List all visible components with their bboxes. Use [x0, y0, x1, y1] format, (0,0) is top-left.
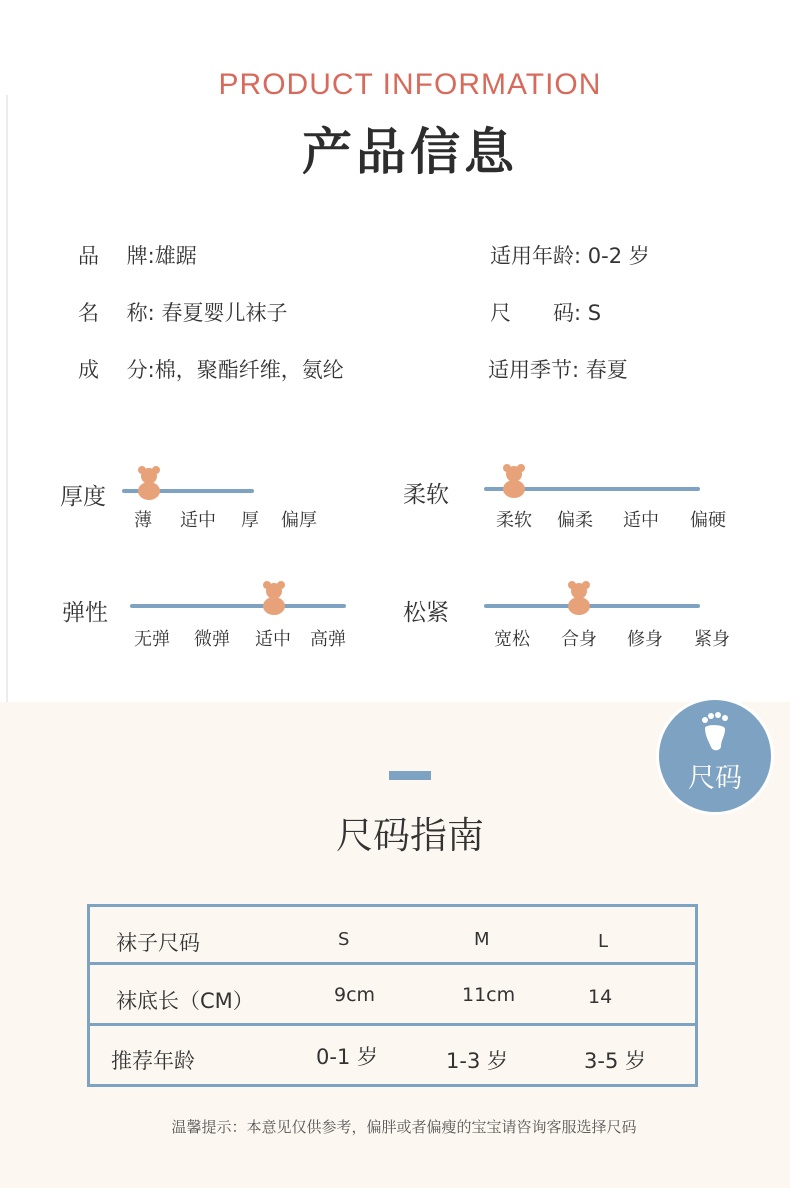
brand-label: 品 牌:	[78, 244, 155, 268]
row-0-cell-2: L	[598, 931, 609, 952]
thickness-bear-marker-icon	[134, 464, 164, 500]
tightness-tick-0: 宽松	[494, 629, 530, 650]
elasticity-title: 弹性	[62, 600, 108, 626]
elasticity-tick-3: 高弹	[310, 629, 346, 650]
name-label: 名 称:	[78, 301, 155, 325]
age-value: 0-2 岁	[587, 244, 650, 268]
row-0-cell-1: M	[474, 929, 490, 950]
age-row	[490, 240, 650, 270]
size-row	[490, 297, 601, 327]
softness-bear-marker-icon	[499, 462, 529, 498]
elasticity-tick-2: 适中	[255, 629, 291, 650]
tightness-tick-1: 合身	[561, 629, 597, 650]
thickness-tick-1: 适中	[180, 510, 216, 531]
row-0-cell-0: S	[338, 929, 350, 950]
material-label: 成 分:	[78, 358, 155, 382]
row-0-label: 袜子尺码	[116, 931, 200, 955]
row-2-label: 推荐年龄	[111, 1049, 195, 1073]
tightness-tick-2: 修身	[627, 629, 663, 650]
tip-note: 温馨提示：本意见仅供参考，偏胖或者偏瘦的宝宝请咨询客服选择尺码	[171, 1118, 637, 1136]
thickness-tick-3: 偏厚	[281, 510, 317, 531]
row-2-cell-2: 3-5 岁	[584, 1049, 646, 1073]
elasticity-bear-marker-icon	[259, 579, 289, 615]
row-1-label: 袜底长（CM）	[116, 989, 254, 1013]
tightness-title: 松紧	[403, 600, 449, 626]
size-guide-title: 尺码指南	[336, 814, 484, 857]
thickness-tick-0: 薄	[134, 510, 152, 531]
table-divider-1	[90, 962, 695, 965]
english-title: PRODUCT INFORMATION	[218, 68, 602, 101]
size-value: S	[587, 301, 602, 325]
row-2-cell-1: 1-3 岁	[446, 1049, 508, 1073]
softness-tick-3: 偏硬	[690, 510, 726, 531]
softness-tick-1: 偏柔	[557, 510, 593, 531]
title-dash	[389, 771, 431, 780]
brand-value: 雄踞	[154, 244, 197, 268]
name-value: 春夏婴儿袜子	[161, 301, 288, 325]
size-badge	[656, 697, 774, 815]
tightness-bear-marker-icon	[564, 579, 594, 615]
softness-tick-2: 适中	[623, 510, 659, 531]
elasticity-tick-1: 微弹	[194, 629, 230, 650]
material-row	[78, 354, 344, 384]
season-value: 春夏	[585, 358, 628, 382]
page-title: 产品信息	[302, 123, 518, 181]
row-2-cell-0: 0-1 岁	[316, 1045, 378, 1069]
age-label: 适用年龄:	[490, 244, 582, 268]
section-edge-line	[6, 95, 8, 705]
brand-row	[78, 240, 197, 270]
elasticity-tick-0: 无弹	[134, 629, 170, 650]
season-label: 适用季节:	[488, 358, 580, 382]
row-1-cell-0: 9cm	[334, 984, 376, 1006]
material-value: 棉，聚酯纤维，氨纶	[154, 358, 344, 382]
season-row	[488, 354, 628, 384]
size-label: 尺 码:	[490, 301, 582, 325]
softness-tick-0: 柔软	[496, 510, 532, 531]
elasticity-track	[130, 604, 346, 608]
thickness-title: 厚度	[60, 484, 106, 510]
tightness-tick-3: 紧身	[694, 629, 730, 650]
softness-title: 柔软	[403, 482, 449, 508]
foot-icon	[699, 712, 731, 752]
table-divider-2	[90, 1023, 695, 1026]
row-1-cell-2: 14	[588, 986, 613, 1008]
thickness-tick-2: 厚	[241, 510, 259, 531]
name-row	[78, 297, 287, 327]
row-1-cell-1: 11cm	[462, 984, 516, 1006]
badge-label: 尺码	[688, 763, 742, 794]
size-table	[87, 904, 698, 1087]
